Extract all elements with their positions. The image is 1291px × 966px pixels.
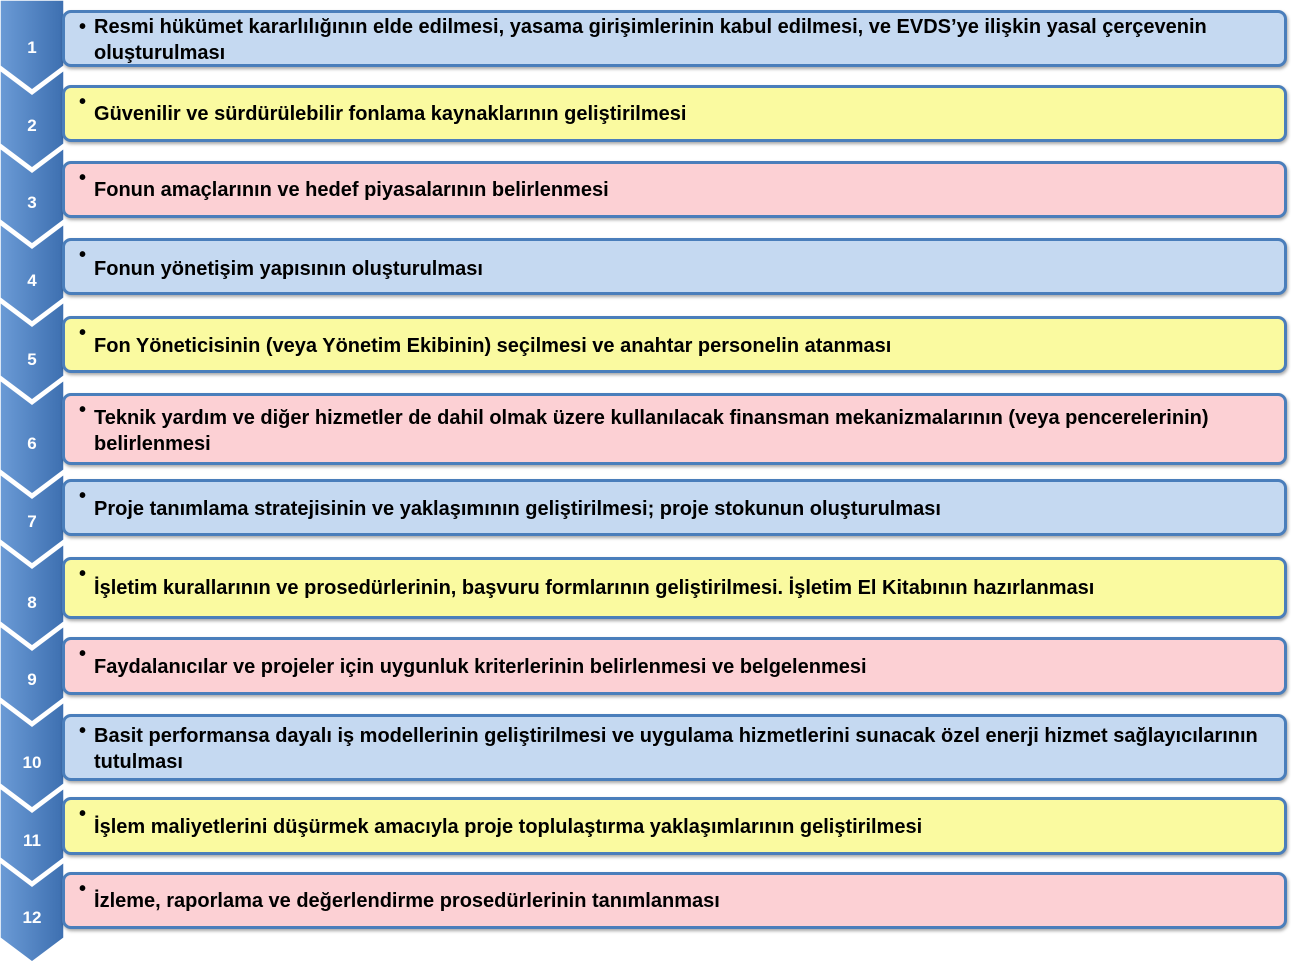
bullet-icon: • (79, 167, 87, 189)
step-box-2 (62, 85, 1287, 142)
bullet-icon: • (79, 91, 87, 113)
step-number: 3 (27, 193, 37, 212)
step-box-5 (62, 316, 1287, 373)
bullet-icon: • (79, 563, 87, 585)
bullet-icon: • (79, 720, 87, 742)
bullet-icon: • (79, 399, 87, 421)
step-text: Fon Yöneticisinin (veya Yönetim Ekibinin) seçilmesi ve anahtar personelin atanması (94, 335, 892, 357)
step-box-8 (62, 557, 1287, 619)
bullet-icon: • (79, 322, 87, 344)
step-number: 1 (27, 38, 37, 57)
step-text: Fonun amaçlarının ve hedef piyasalarının belirlenmesi (94, 179, 609, 201)
step-number: 5 (27, 350, 37, 369)
step-text: Fonun yönetişim yapısının oluşturulması (94, 258, 483, 280)
step-text: Resmi hükümet kararlılığının elde edilmesi, yasama girişimlerinin kabul edilmesi, ve EVDS’ye ilişkin yasal çerçevenin oluşturulması (94, 16, 1207, 64)
bullet-icon: • (79, 803, 87, 825)
step-box-1 (62, 10, 1287, 67)
step-box-10 (62, 714, 1287, 781)
step-text: İzleme, raporlama ve değerlendirme prosedürlerinin tanımlanması (94, 890, 720, 912)
step-box-3 (62, 161, 1287, 218)
step-number: 6 (27, 434, 37, 453)
step-box-11 (62, 797, 1287, 855)
step-number: 4 (27, 271, 37, 290)
step-box-6 (62, 393, 1287, 465)
step-text: Proje tanımlama stratejisinin ve yaklaşımının geliştirilmesi; proje stokunun oluşturulması (94, 498, 941, 520)
bullet-icon: • (79, 643, 87, 665)
step-box-7 (62, 479, 1287, 536)
step-number: 12 (22, 908, 42, 927)
step-number: 8 (27, 593, 37, 612)
step-number: 11 (23, 831, 41, 850)
step-number: 9 (27, 670, 37, 689)
bullet-icon: • (79, 485, 87, 507)
bullet-icon: • (79, 878, 87, 900)
step-number: 10 (22, 753, 42, 772)
step-box-12 (62, 872, 1287, 929)
chevron-column (0, 0, 70, 966)
step-text: Basit performansa dayalı iş modellerinin geliştirilmesi ve uygulama hizmetlerini sunacak özel enerji hizmet sağlayıcılarının tutulması (94, 725, 1258, 773)
step-text: İşlem maliyetlerini düşürmek amacıyla proje toplulaştırma yaklaşımlarının geliştirilmesi (94, 816, 923, 838)
step-number: 7 (27, 512, 37, 531)
bullet-icon: • (79, 244, 87, 266)
step-box-4 (62, 238, 1287, 295)
step-number: 2 (27, 116, 37, 135)
step-text: Faydalanıcılar ve projeler için uygunluk kriterlerinin belirlenmesi ve belgelenmesi (94, 656, 867, 678)
step-text: Teknik yardım ve diğer hizmetler de dahil olmak üzere kullanılacak finansman mekanizmalarının (veya pencerelerinin) belirlenmesi (94, 407, 1209, 455)
step-text: İşletim kurallarının ve prosedürlerinin, başvuru formlarının geliştirilmesi. İşletim El Kitabının hazırlanması (94, 577, 1095, 599)
bullet-icon: • (79, 16, 87, 38)
step-text: Güvenilir ve sürdürülebilir fonlama kaynaklarının geliştirilmesi (94, 103, 687, 125)
step-box-9 (62, 637, 1287, 695)
